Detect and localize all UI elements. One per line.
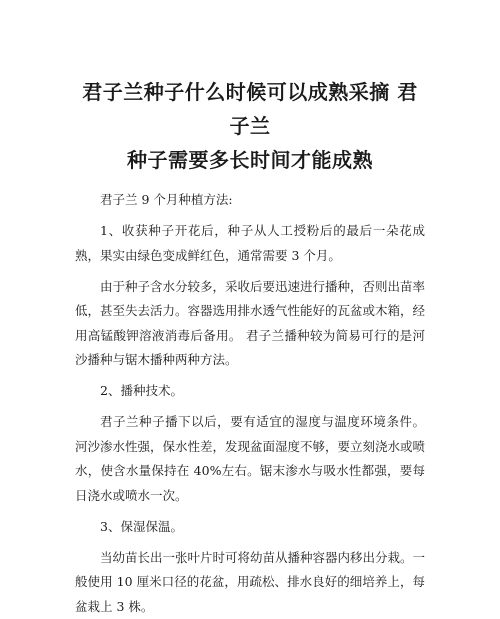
title-line-2: 种子需要多长时间才能成熟 [75,143,425,177]
paragraph-sowing-prep: 由于种子含水分较多，采收后要迅速进行播种，否则出苗率低，甚至失去活力。容器选用排水透气性能好的瓦盆或木箱，经用高锰酸钾溶液消毒后备用。 君子兰播种较为简易可行的是河沙播种与锯木播种两种方法。 [75,275,425,373]
paragraph-sowing-care: 君子兰种子播下以后，要有适宜的湿度与温度环境条件。 河沙渗水性强，保水性差，发现盆面湿度不够，要立刻浇水或喷水，使含水量保持在 40%左右。锯末渗水与吸水性都强，要每日浇水或喷水一次。 [75,410,425,508]
paragraph-heading-sowing: 2、播种技术。 [75,379,425,404]
title-line-1: 君子兰种子什么时候可以成熟采摘 君子兰 [75,75,425,143]
document-body [75,188,425,619]
document-title [75,75,425,177]
paragraph-intro: 君子兰 9 个月种植方法: [75,188,425,213]
paragraph-transplant: 当幼苗长出一张叶片时可将幼苗从播种容器内移出分栽。一般使用 10 厘米口径的花盆，用疏松、排水良好的细培养上，每盆栽上 3 株。 [75,546,425,619]
paragraph-harvest: 1、收获种子开花后，种子从人工授粉后的最后一朵花成熟，果实由绿色变成鲜红色，通常需要 3 个月。 [75,219,425,268]
paragraph-heading-humidity: 3、保湿保温。 [75,515,425,540]
